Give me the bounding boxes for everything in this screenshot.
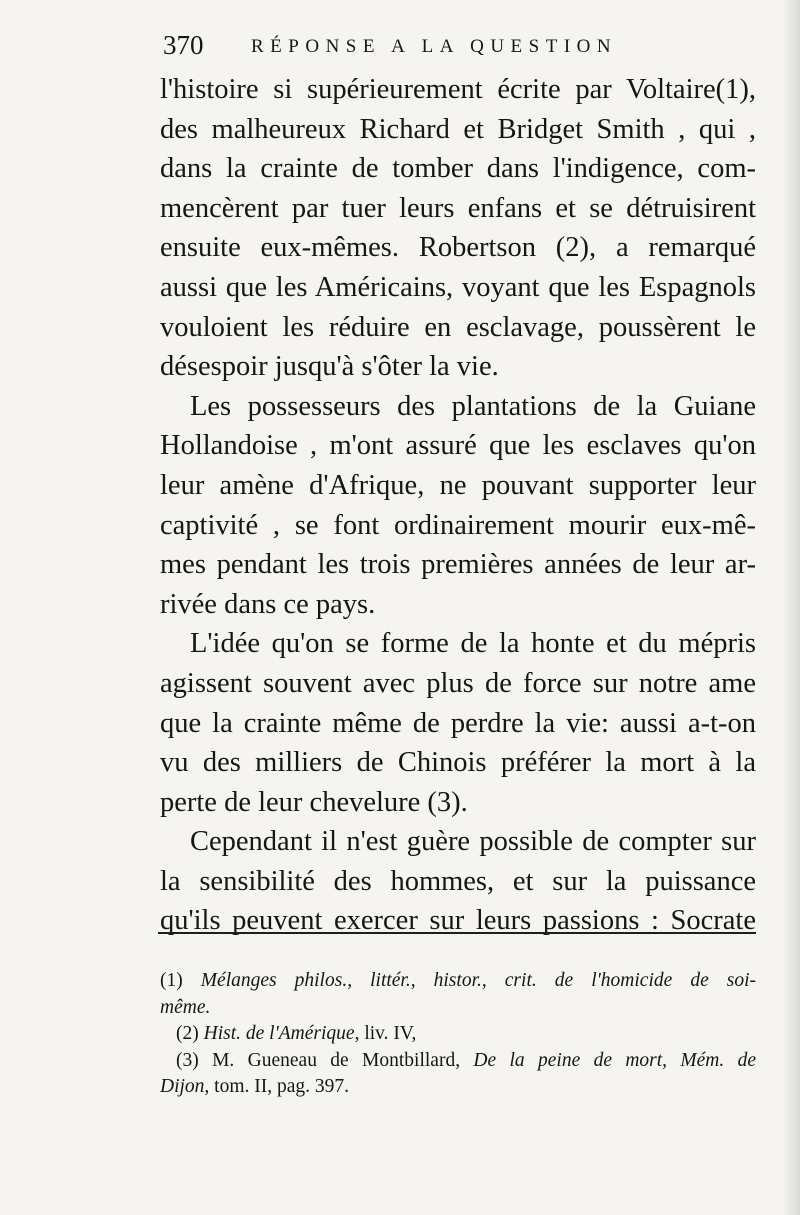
text-line: aussi que les Américains, voyant que les Espagnols	[160, 271, 756, 303]
footnote-1	[160, 968, 756, 995]
footnote-3-title: De la peine de mort	[473, 1049, 663, 1071]
text-line: Cependant il n'est guère possible de compter sur	[190, 826, 756, 858]
footnote-3-place: Dijon	[160, 1076, 205, 1097]
footnote-1-number: (1)	[160, 970, 183, 991]
footnote-3-rest: , tom. II, pag. 397.	[204, 1076, 350, 1097]
footnote-1-title: Mélanges philos., littér., histor., crit. de l'homicide de soi-	[200, 970, 756, 991]
text-line: mencèrent par tuer leurs enfans et se détruisirent	[160, 192, 756, 224]
footnote-rule	[158, 932, 756, 934]
text-line: la sensibilité des hommes, et sur la puissance	[160, 865, 756, 897]
text-line: leur amène d'Afrique, ne pouvant supporter leur	[160, 469, 756, 501]
footnote-3-sep: ,	[662, 1049, 668, 1071]
text-line: captivité , se font ordinairement mourir eux-mê-	[160, 509, 756, 541]
footnote-2-title: Hist. de l'Amérique	[203, 1023, 355, 1044]
text-line: Hollandoise , m'ont assuré que les esclaves qu'on	[160, 430, 756, 462]
text-line: l'histoire si supérieurement écrite par Voltaire(1),	[160, 74, 756, 105]
page-number: 370	[163, 30, 204, 60]
body-text	[160, 70, 756, 941]
running-title: RÉPONSE A LA QUESTION	[251, 36, 618, 57]
footnote-1-continuation	[160, 995, 756, 1022]
footnote-1-cont-text: même.	[160, 996, 211, 1018]
text-line: désespoir jusqu'à s'ôter la vie.	[160, 351, 499, 383]
text-line: vu des milliers de Chinois préférer la mort à la	[160, 747, 756, 779]
text-line: qu'ils peuvent exercer sur leurs passions : Socrate	[160, 905, 756, 937]
footnote-3-continuation	[160, 1074, 756, 1101]
text-line: Les possesseurs des plantations de la Guiane	[190, 390, 756, 422]
text-line: dans la crainte de tomber dans l'indigence, com-	[160, 153, 756, 185]
text-line: des malheureux Richard et Bridget Smith , qui ,	[160, 113, 756, 145]
text-line: perte de leur chevelure (3).	[160, 786, 468, 818]
text-line: agissent souvent avec plus de force sur notre ame	[160, 667, 756, 699]
footnote-2-rest: , liv. IV,	[354, 1023, 417, 1044]
footnote-3-number: (3)	[176, 1049, 199, 1071]
text-line: ensuite eux-mêmes. Robertson (2), a remarqué	[160, 232, 756, 264]
footnote-3-journal: Mém. de	[680, 1049, 756, 1071]
footnote-3	[160, 1048, 756, 1075]
footnote-3-author: M. Gueneau de Montbillard,	[212, 1049, 461, 1071]
text-line: que la crainte même de perdre la vie: aussi a-t-on	[160, 707, 756, 739]
footnotes	[160, 968, 756, 1101]
footnote-2-number: (2)	[176, 1023, 199, 1044]
text-line: vouloient les réduire en esclavage, poussèrent le	[160, 311, 756, 343]
footnote-2	[160, 1021, 756, 1048]
text-line: mes pendant les trois premières années de leur ar-	[160, 549, 756, 581]
text-line: rivée dans ce pays.	[160, 588, 376, 620]
text-line: L'idée qu'on se forme de la honte et du mépris	[190, 628, 756, 660]
page-header	[163, 30, 753, 66]
